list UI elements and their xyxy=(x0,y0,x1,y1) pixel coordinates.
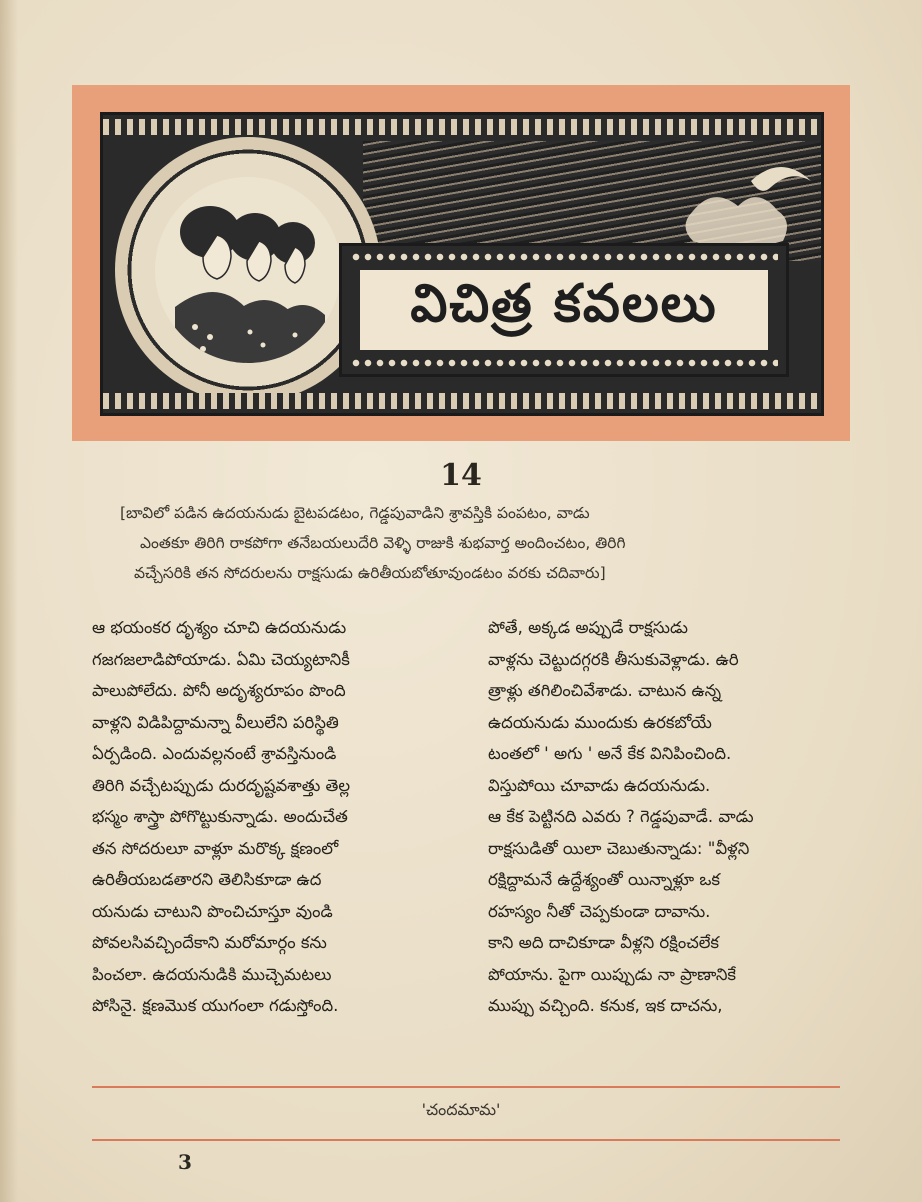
text-line: టంతలో ' అగు ' అనే కేక వినిపించింది. xyxy=(488,744,732,763)
text-line: ముప్పు వచ్చింది. కనుక, ఇక దాచను, xyxy=(488,996,723,1015)
text-line: విస్తుపోయి చూవాడు ఉదయనుడు. xyxy=(488,775,711,795)
text-line: పించలా. ఉదయనుడికి ముచ్చెమటలు xyxy=(92,964,332,984)
text-line: గజగజలాడిపోయాడు. ఏమి చెయ్యటానికీ xyxy=(92,649,350,669)
text-line: ఆ భయంకర దృశ్యం చూచి ఉదయనుడు xyxy=(92,618,347,637)
right-column xyxy=(488,612,858,1022)
text-line: కాని అది దాచికూడా వీళ్లని రక్షించలేక xyxy=(488,933,720,952)
text-line: ఉదయనుడు ముందుకు ఉరకబోయే xyxy=(488,712,712,732)
three-sisters-illustration xyxy=(155,177,341,363)
text-line: ఆ కేక పెట్టినది ఎవరు ? గెడ్డపువాడే. వాడు xyxy=(488,807,754,826)
title-plate-dots-top xyxy=(350,252,778,262)
story-title: విచిత్ర కవలలు xyxy=(410,273,718,334)
text-line: పాలుపోలేదు. పోనీ అదృశ్యరూపం పొంది xyxy=(92,681,346,700)
text-line: ఏర్పడింది. ఎందువల్లనంటే శ్రావస్తినుండి xyxy=(92,744,337,763)
text-line: పోవలసివచ్చిందేకాని మరోమార్గం కను xyxy=(92,933,327,952)
page-number: 3 xyxy=(178,1150,192,1174)
footer-rule-bottom xyxy=(92,1139,840,1141)
left-column xyxy=(92,612,462,1022)
chapter-number: 14 xyxy=(440,458,482,493)
recap-line: [బావిలో పడిన ఉదయనుడు బైటపడటం, గెడ్డపువాడిని శ్రావస్తికి పంపటం, వాడు xyxy=(120,504,590,522)
banner-border-top xyxy=(103,119,821,135)
footer-rule-top xyxy=(92,1086,840,1088)
text-line: తిరిగి వచ్చేటప్పుడు దురదృష్టవశాత్తు తెల్ల xyxy=(92,775,351,795)
text-line: వాళ్లను చెట్టుదగ్గరకి తీసుకువెళ్లాడు. ఉరి xyxy=(488,649,739,669)
text-line: పోతే, అక్కడ అప్పుడే రాక్షసుడు xyxy=(488,618,688,637)
banner-border-bottom xyxy=(103,393,821,409)
title-box xyxy=(360,270,768,350)
recap-line: ఎంతకూ తిరిగి రాకపోగా తనేబయలుదేరి వెళ్ళి రాజుకి శుభవార్త అందించటం, తిరిగి xyxy=(140,534,626,552)
text-line: పోసినై. క్షణమొక యుగంలా గడుస్తోంది. xyxy=(92,996,339,1015)
medallion-portrait xyxy=(155,177,341,363)
text-line: తన సోదరులూ వాళ్లూ మరొక్క క్షణంలో xyxy=(92,838,339,858)
text-line: ఉరితీయబడతారని తెలిసికూడా ఉద xyxy=(92,870,322,889)
title-banner xyxy=(100,112,824,416)
recap-summary xyxy=(120,498,820,588)
text-line: రాక్షసుడితో యిలా చెబుతున్నాడు: "వీళ్లని xyxy=(488,838,750,858)
title-plate xyxy=(339,243,789,377)
recap-line: వచ్చేసరికి తన సోదరులను రాక్షసుడు ఉరితీయబోతూవుండటం వరకు చదివారు] xyxy=(134,564,606,582)
text-line: యనుడు చాటుని పొంచిచూస్తూ వుండి xyxy=(92,901,333,921)
title-plate-dots-bottom xyxy=(350,358,778,368)
page-edge-shadow xyxy=(0,0,18,1202)
magazine-name: 'చందమామ' xyxy=(421,1100,501,1119)
text-line: భస్మం శాస్త్రా పోగొట్టుకున్నాడు. అందుచేత xyxy=(92,807,348,826)
text-line: రక్షిద్దామనే ఉద్దేశ్యంతో యిన్నాళ్లూ ఒక xyxy=(488,870,721,889)
text-line: వాళ్లని విడిపిద్దామన్నా వీలులేని పరిస్థితి xyxy=(92,712,339,732)
text-line: పోయాను. పైగా యిప్పుడు నా ప్రాణానికే xyxy=(488,964,737,984)
text-line: రహస్యం నీతో చెప్పకుండా దావాను. xyxy=(488,901,711,921)
text-line: త్రాళ్లు తగిలించివేశాడు. చాటున ఉన్న xyxy=(488,681,722,700)
